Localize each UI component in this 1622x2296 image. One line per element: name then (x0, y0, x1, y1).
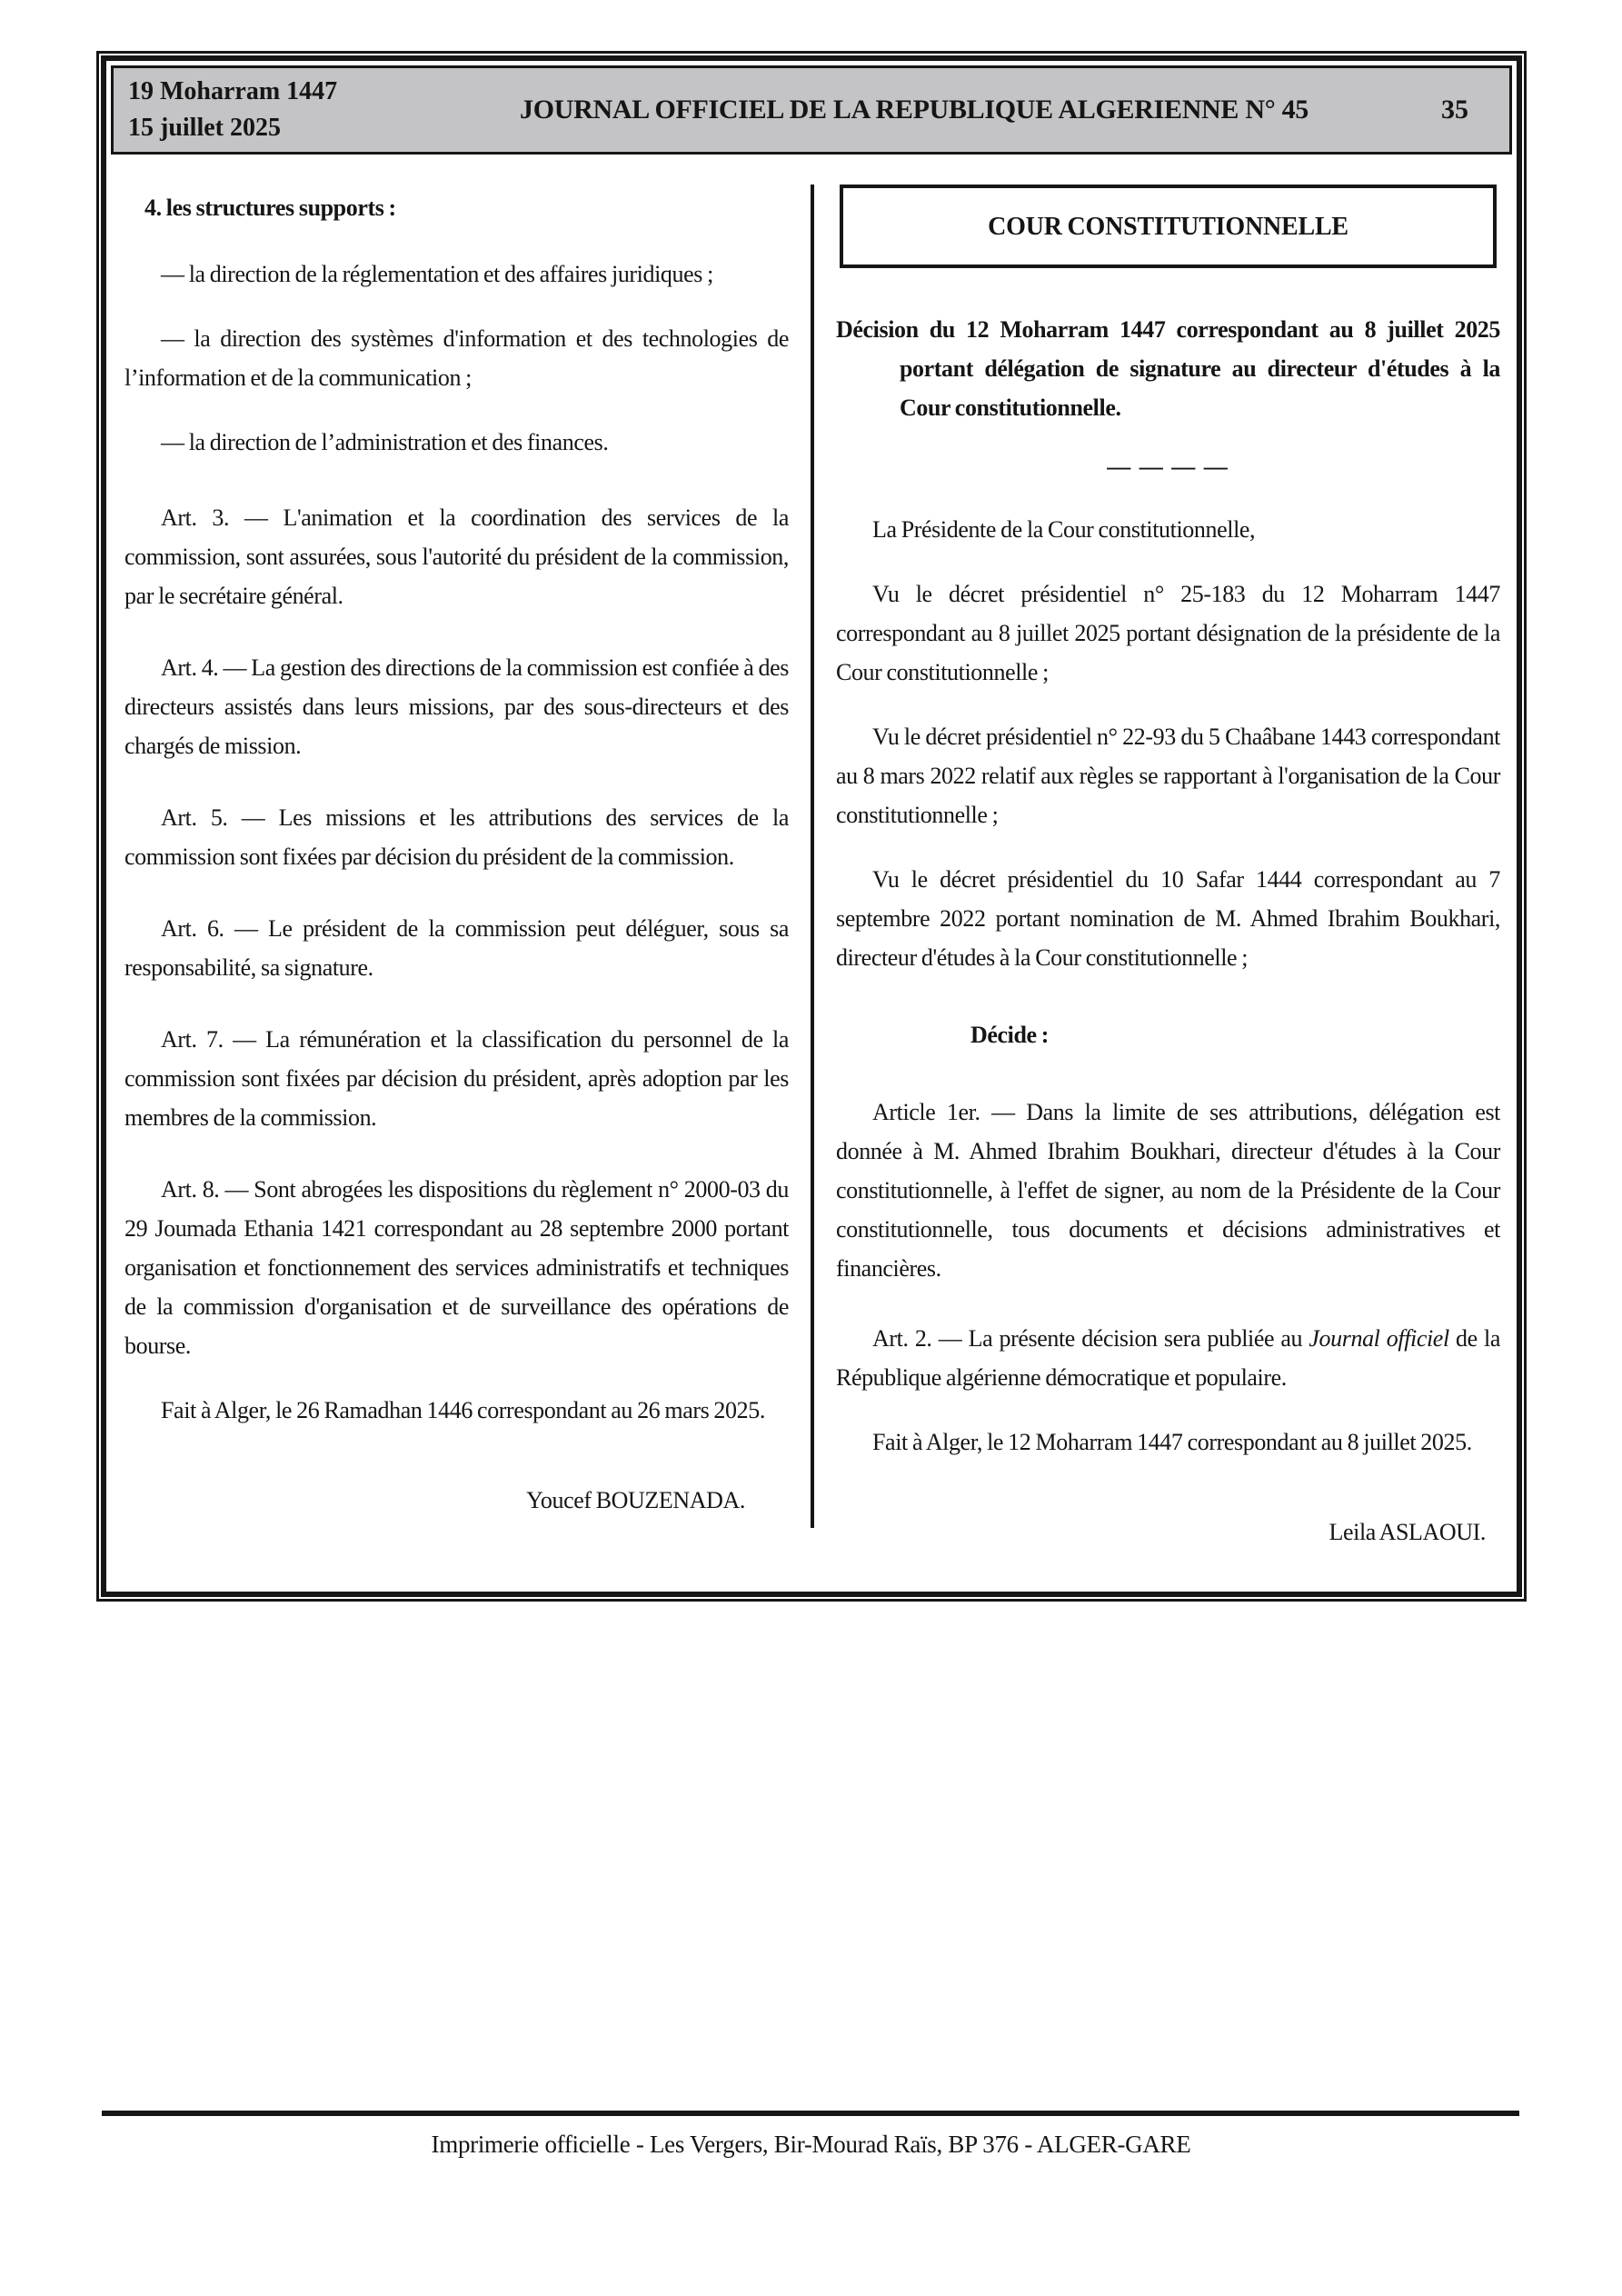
masthead (111, 65, 1512, 155)
page-frame (96, 51, 1527, 1602)
visa-paragraph: Vu le décret présidentiel n° 22-93 du 5 Chaâbane 1443 correspondant au 8 mars 2022 relatif aux règles se rapportant à l'organisation de la Cour constitutionnelle ; (836, 724, 1500, 828)
left-column (114, 183, 800, 1575)
article-5-paragraph: Art. 5. — Les missions et les attributions des services de la commission sont fixées par décision du président de la commission. (124, 804, 789, 870)
list-item: — la direction de la réglementation et des affaires juridiques ; (161, 261, 713, 287)
masthead-dates (114, 74, 428, 146)
left-closing: Fait à Alger, le 26 Ramadhan 1446 correspondant au 26 mars 2025. (161, 1397, 765, 1423)
section-heading: 4. les structures supports : (144, 195, 396, 221)
journal-officiel-italic: Journal officiel (1309, 1325, 1449, 1352)
footer-rule (102, 2111, 1519, 2116)
list-item: — la direction des systèmes d'information et des technologies de l’information et de la communication ; (124, 325, 789, 391)
institution-title-box (840, 185, 1497, 268)
article-4-paragraph: Art. 4. — La gestion des directions de la commission est confiée à des directeurs assistés dans leurs missions, par des sous-directeurs et des chargés de mission. (124, 654, 789, 759)
content-columns (106, 159, 1517, 1575)
decide-label: Décide : (970, 1022, 1050, 1048)
list-item: — la direction de l’administration et des finances. (161, 429, 609, 455)
right-closing: Fait à Alger, le 12 Moharram 1447 correspondant au 8 juillet 2025. (872, 1429, 1472, 1455)
salutation: La Présidente de la Cour constitutionnelle, (872, 516, 1256, 543)
page-number: 35 (1441, 95, 1468, 125)
institution-title: COUR CONSTITUTIONNELLE (988, 212, 1348, 241)
date-gregorian: 15 juillet 2025 (128, 114, 281, 142)
article-3-paragraph: Art. 3. — L'animation et la coordination des services de la commission, sont assurées, sous l'autorité du président de la commission, par le secrétaire général. (124, 504, 789, 609)
article-2-text: Art. 2. — La présente décision sera publiée au (872, 1325, 1309, 1352)
article-7-paragraph: Art. 7. — La rémunération et la classification du personnel de la commission sont fixées par décision du président, après adoption par les membres de la commission. (124, 1026, 789, 1131)
article-2-text-after: de la République algérienne démocratique et populaire. (836, 1325, 1500, 1391)
right-signature: Leila ASLAOUI. (1328, 1519, 1486, 1545)
footer-imprint: Imprimerie officielle - Les Vergers, Bir-Mourad Raïs, BP 376 - ALGER-GARE (431, 2131, 1191, 2158)
article-1-paragraph: Article 1er. — Dans la limite de ses attributions, délégation est donnée à M. Ahmed Ibrahim Boukhari, directeur d'études à la Cour constitutionnelle, à l'effet de signer, au nom de la Présidente de la Cour constitutionnelle, tous documents et décisions administratives et financières. (836, 1099, 1500, 1282)
article-8-paragraph: Art. 8. — Sont abrogées les dispositions du règlement n° 2000-03 du 29 Joumada Ethania 1421 correspondant au 28 septembre 2000 portant organisation et fonctionnement des services administratifs et techniques de la commission d'organisation et de surveillance des opérations de bourse. (124, 1176, 789, 1359)
visa-paragraph: Vu le décret présidentiel du 10 Safar 1444 correspondant au 7 septembre 2022 portant nomination de M. Ahmed Ibrahim Boukhari, directeur d'études à la Cour constitutionnelle ; (836, 866, 1500, 971)
article-2-paragraph (836, 1319, 1500, 1397)
separator-dashes: — — — — (1107, 454, 1229, 480)
page-frame-inner (101, 55, 1522, 1597)
column-divider (811, 185, 814, 1528)
right-column (825, 183, 1511, 1575)
journal-title: JOURNAL OFFICIEL DE LA REPUBLIQUE ALGERIENNE N° 45 (520, 95, 1309, 125)
article-6-paragraph: Art. 6. — Le président de la commission peut déléguer, sous sa responsabilité, sa signature. (124, 915, 789, 981)
left-signature: Youcef BOUZENADA. (526, 1487, 745, 1513)
decision-title: Décision du 12 Moharram 1447 correspondant au 8 juillet 2025 portant délégation de signature au directeur d'études à la Cour constitutionnelle. (836, 316, 1500, 421)
visa-paragraph: Vu le décret présidentiel n° 25-183 du 12 Moharram 1447 correspondant au 8 juillet 2025 portant désignation de la présidente de la Cour constitutionnelle ; (836, 581, 1500, 685)
date-hijri: 19 Moharram 1447 (128, 77, 338, 105)
